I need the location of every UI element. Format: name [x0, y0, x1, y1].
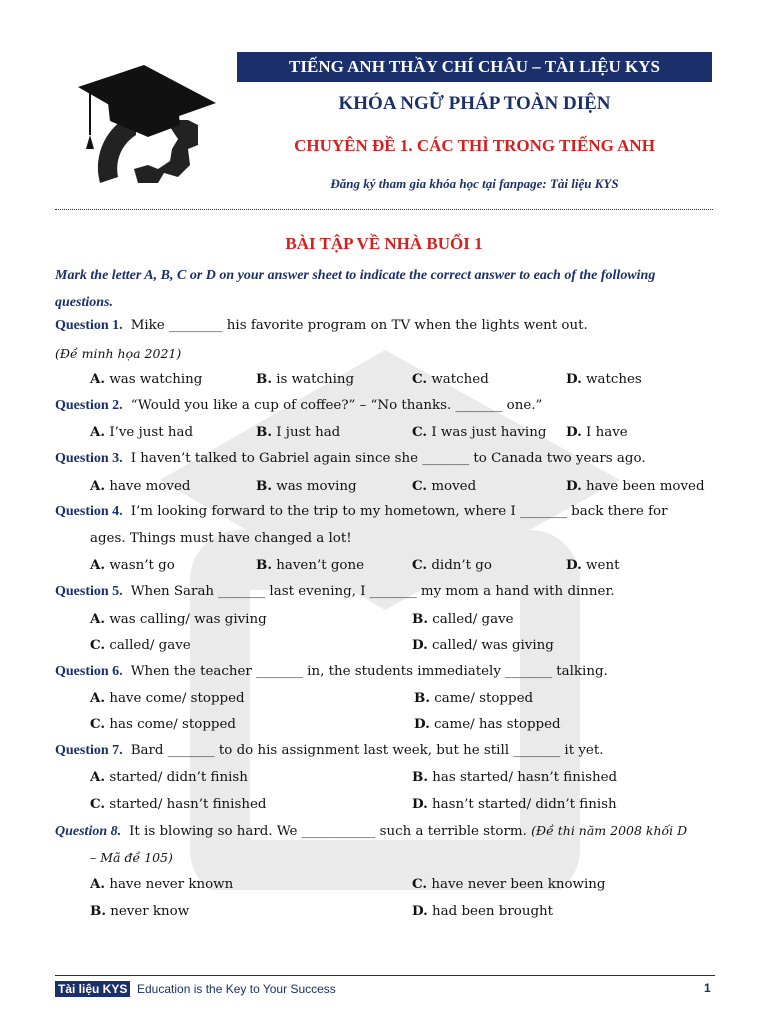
question-text: I’m looking forward to the trip to my hometown, where I _______ back there for [130, 504, 668, 519]
question-2 [55, 398, 715, 414]
option-d[interactable]: D. called/ was giving [412, 637, 554, 653]
question-label: Question 3. [55, 451, 123, 466]
graduation-cap-gear-icon [78, 65, 220, 187]
course-title: KHÓA NGỮ PHÁP TOÀN DIỆN [338, 93, 611, 114]
option-c[interactable]: C. has come/ stopped [90, 716, 236, 732]
footer-divider [55, 975, 715, 976]
question-5 [55, 584, 715, 600]
question-label: Question 7. [55, 743, 123, 758]
option-a[interactable]: A. have come/ stopped [90, 690, 245, 706]
question-text: “Would you like a cup of coffee?” – “No thanks. _______ one.” [130, 398, 543, 413]
option-d[interactable]: D. went [566, 557, 620, 573]
question-6 [55, 664, 715, 680]
footer-tagline: Education is the Key to Your Success [137, 982, 336, 996]
header-divider [55, 209, 713, 210]
question-text: When the teacher _______ in, the students immediately _______ talking. [130, 664, 608, 679]
question-label: Question 4. [55, 504, 123, 519]
option-b[interactable]: B. haven’t gone [256, 557, 365, 573]
question-source: (Đề minh họa 2021) [55, 346, 182, 361]
question-label: Question 8. [55, 824, 122, 839]
footer-brand: Tài liệu KYS [55, 981, 130, 997]
homework-title: BÀI TẬP VỀ NHÀ BUỔI 1 [285, 234, 483, 253]
option-b[interactable]: B. was moving [256, 478, 357, 494]
question-4 [55, 504, 715, 520]
option-d[interactable]: D. watches [566, 371, 642, 387]
option-d[interactable]: D. have been moved [566, 478, 705, 494]
question-label: Question 5. [55, 584, 123, 599]
question-7 [55, 743, 715, 759]
option-d[interactable]: D. I have [566, 424, 628, 440]
option-d[interactable]: D. had been brought [412, 903, 554, 919]
instruction-text: Mark the letter A, B, C or D on your answer sheet to indicate the correct answer to each of the following questions. [55, 268, 656, 310]
question-8 [55, 823, 715, 840]
option-a[interactable]: A. have never known [90, 876, 234, 892]
question-source-continued: – Mã đề 105) [90, 850, 173, 865]
question-text: It is blowing so hard. We ___________ such a terrible storm. [129, 824, 527, 839]
question-text-continued: ages. Things must have changed a lot! [90, 531, 352, 546]
option-a[interactable]: A. started/ didn’t finish [90, 769, 248, 785]
page-number: 1 [704, 981, 711, 995]
question-text: I haven’t talked to Gabriel again since she _______ to Canada two years ago. [130, 451, 646, 466]
option-d[interactable]: D. came/ has stopped [414, 716, 561, 732]
register-note: Đăng ký tham gia khóa học tại fanpage: Tài liệu KYS [330, 176, 619, 191]
option-b[interactable]: B. came/ stopped [414, 690, 534, 706]
question-label: Question 2. [55, 398, 123, 413]
question-label: Question 1. [55, 318, 123, 333]
option-c[interactable]: C. started/ hasn’t finished [90, 796, 267, 812]
option-c[interactable]: C. have never been knowing [412, 876, 606, 892]
option-a[interactable]: A. have moved [90, 478, 191, 494]
option-b[interactable]: B. never know [90, 903, 190, 919]
option-b[interactable]: B. I just had [256, 424, 341, 440]
topic-title: CHUYÊN ĐỀ 1. CÁC THÌ TRONG TIẾNG ANH [294, 136, 655, 155]
option-c[interactable]: C. I was just having [412, 424, 547, 440]
question-text: When Sarah _______ last evening, I _______ my mom a hand with dinner. [130, 584, 615, 599]
option-c[interactable]: C. didn’t go [412, 557, 492, 573]
question-label: Question 6. [55, 664, 123, 679]
option-a[interactable]: A. was calling/ was giving [90, 611, 267, 627]
question-1 [55, 318, 715, 334]
question-source: (Đề thi năm 2008 khối D [531, 823, 688, 838]
option-c[interactable]: C. called/ gave [90, 637, 191, 653]
option-a[interactable]: A. wasn’t go [90, 557, 175, 573]
option-a[interactable]: A. I’ve just had [90, 424, 194, 440]
question-text: Mike ________ his favorite program on TV when the lights went out. [130, 318, 588, 333]
option-c[interactable]: C. watched [412, 371, 489, 387]
option-a[interactable]: A. was watching [90, 371, 203, 387]
question-text: Bard _______ to do his assignment last week, but he still _______ it yet. [130, 743, 604, 758]
banner-title: TIẾNG ANH THẦY CHÍ CHÂU – TÀI LIỆU KYS [237, 52, 712, 82]
option-d[interactable]: D. hasn’t started/ didn’t finish [412, 796, 617, 812]
option-b[interactable]: B. called/ gave [412, 611, 514, 627]
option-c[interactable]: C. moved [412, 478, 477, 494]
question-3 [55, 451, 715, 467]
option-b[interactable]: B. is watching [256, 371, 355, 387]
option-b[interactable]: B. has started/ hasn’t finished [412, 769, 618, 785]
